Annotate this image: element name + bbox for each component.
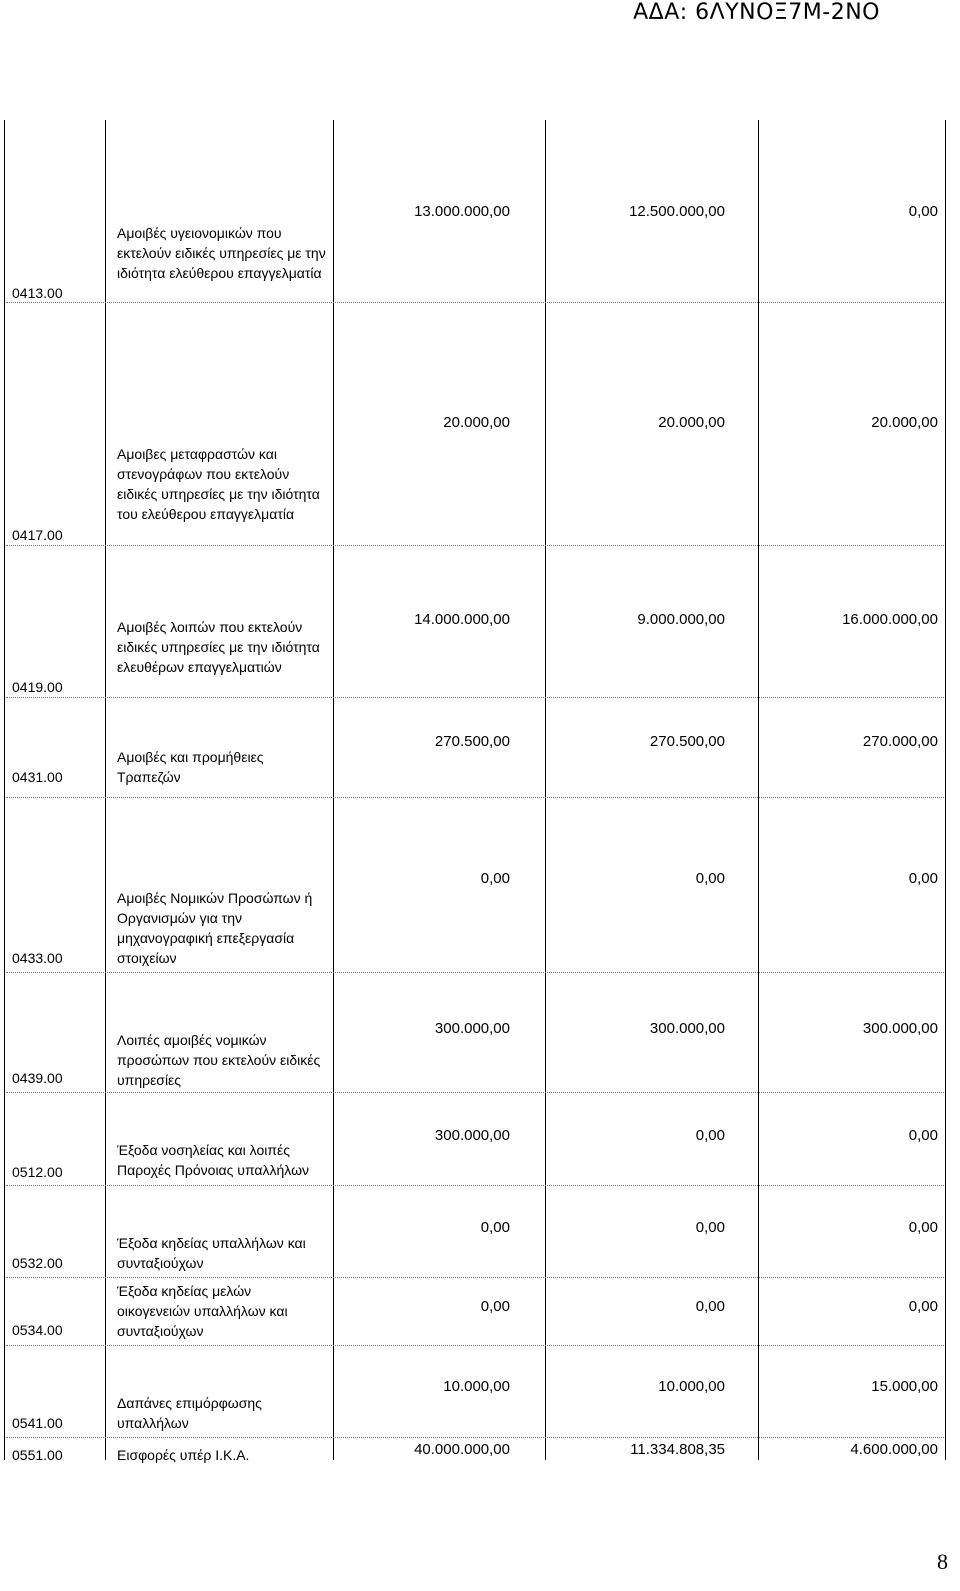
row-description: Αμοιβες μεταφραστών και στενογράφων που εκτελούν ειδικές υπηρεσίες με την ιδιότητα του ελεύθερου επαγγελματία: [117, 446, 320, 522]
row-code: 0512.00: [12, 1164, 63, 1180]
row-separator: [6, 545, 944, 546]
row-value-1: 10.000,00: [443, 1378, 510, 1395]
row-value-1: 270.500,00: [434, 733, 510, 750]
row-value-2: 300.000,00: [649, 1020, 725, 1037]
row-value-3: 4.600.000,00: [850, 1441, 938, 1458]
ada-header: ΑΔΑ: 6ΛΥΝΟΞ7Μ-2ΝΟ: [633, 0, 880, 25]
row-description: Εισφορές υπέρ Ι.Κ.Α.: [117, 1447, 250, 1463]
row-value-3: 0,00: [908, 203, 938, 220]
table-vertical-rule: [4, 120, 5, 1460]
row-value-2: 0,00: [695, 870, 725, 887]
row-value-2: 10.000,00: [658, 1378, 725, 1395]
row-separator: [6, 1277, 944, 1278]
row-code: 0534.00: [12, 1322, 63, 1338]
row-separator: [6, 1185, 944, 1186]
row-separator: [6, 1092, 944, 1093]
row-value-2: 12.500.000,00: [629, 203, 725, 220]
row-value-2: 20.000,00: [658, 414, 725, 431]
row-code: 0413.00: [12, 285, 63, 301]
page-number: 8: [937, 1549, 948, 1574]
table-vertical-rule: [545, 120, 546, 1460]
row-value-1: 14.000.000,00: [414, 611, 510, 628]
row-value-2: 0,00: [695, 1219, 725, 1236]
row-value-1: 300.000,00: [434, 1020, 510, 1037]
row-description: Αμοιβές Νομικών Προσώπων ή Οργανισμών για την μηχανογραφική επεξεργασία στοιχείων: [117, 890, 313, 966]
row-value-3: 0,00: [908, 1219, 938, 1236]
row-value-1: 13.000.000,00: [414, 203, 510, 220]
row-description: Δαπάνες επιμόρφωσης υπαλλήλων: [117, 1395, 262, 1431]
row-value-2: 9.000.000,00: [637, 611, 725, 628]
row-separator: [6, 797, 944, 798]
row-value-1: 0,00: [480, 1219, 510, 1236]
row-code: 0541.00: [12, 1415, 63, 1431]
table-vertical-rule: [945, 120, 946, 1460]
row-value-2: 0,00: [695, 1127, 725, 1144]
table-vertical-rule: [333, 120, 334, 1460]
row-value-2: 11.334.808,35: [630, 1441, 725, 1458]
row-value-1: 40.000.000,00: [414, 1441, 510, 1458]
row-code: 0431.00: [12, 769, 63, 785]
row-code: 0551.00: [12, 1447, 63, 1463]
table-vertical-rule: [105, 120, 106, 1460]
row-value-2: 0,00: [695, 1298, 725, 1315]
row-code: 0419.00: [12, 679, 63, 695]
row-value-3: 20.000,00: [871, 414, 938, 431]
row-code: 0532.00: [12, 1255, 63, 1271]
row-code: 0439.00: [12, 1070, 63, 1086]
row-description: Λοιπές αμοιβές νομικών προσώπων που εκτελούν ειδικές υπηρεσίες: [117, 1032, 321, 1088]
row-description: Αμοιβές λοιπών που εκτελούν ειδικές υπηρεσίες με την ιδιότητα ελευθέρων επαγγελματιών: [117, 619, 320, 675]
row-value-3: 270.000,00: [862, 733, 938, 750]
row-value-1: 20.000,00: [443, 414, 510, 431]
row-code: 0433.00: [12, 950, 63, 966]
row-value-3: 300.000,00: [862, 1020, 938, 1037]
row-value-3: 15.000,00: [871, 1378, 938, 1395]
row-code: 0417.00: [12, 527, 63, 543]
row-value-1: 0,00: [480, 870, 510, 887]
row-description: Αμοιβές και προμήθειες Τραπεζών: [117, 749, 264, 785]
row-value-3: 0,00: [908, 1127, 938, 1144]
row-value-3: 0,00: [908, 870, 938, 887]
row-separator: [6, 697, 944, 698]
row-value-2: 270.500,00: [649, 733, 725, 750]
row-value-1: 0,00: [480, 1298, 510, 1315]
row-separator: [6, 1437, 944, 1438]
row-value-3: 16.000.000,00: [842, 611, 938, 628]
row-separator: [6, 302, 944, 303]
row-description: Έξοδα νοσηλείας και λοιπές Παροχές Πρόνοιας υπαλλήλων: [117, 1142, 310, 1178]
row-separator: [6, 972, 944, 973]
row-description: Αμοιβές υγειονομικών που εκτελούν ειδικές υπηρεσίες με την ιδιότητα ελεύθερου επαγγελματία: [117, 225, 326, 281]
row-separator: [6, 1345, 944, 1346]
row-description: Έξοδα κηδείας μελών οικογενειών υπαλλήλων και συνταξιούχων: [117, 1283, 288, 1339]
row-value-3: 0,00: [908, 1298, 938, 1315]
row-value-1: 300.000,00: [434, 1127, 510, 1144]
row-description: Έξοδα κηδείας υπαλλήλων και συνταξιούχων: [117, 1235, 306, 1271]
table-vertical-rule: [758, 120, 759, 1460]
